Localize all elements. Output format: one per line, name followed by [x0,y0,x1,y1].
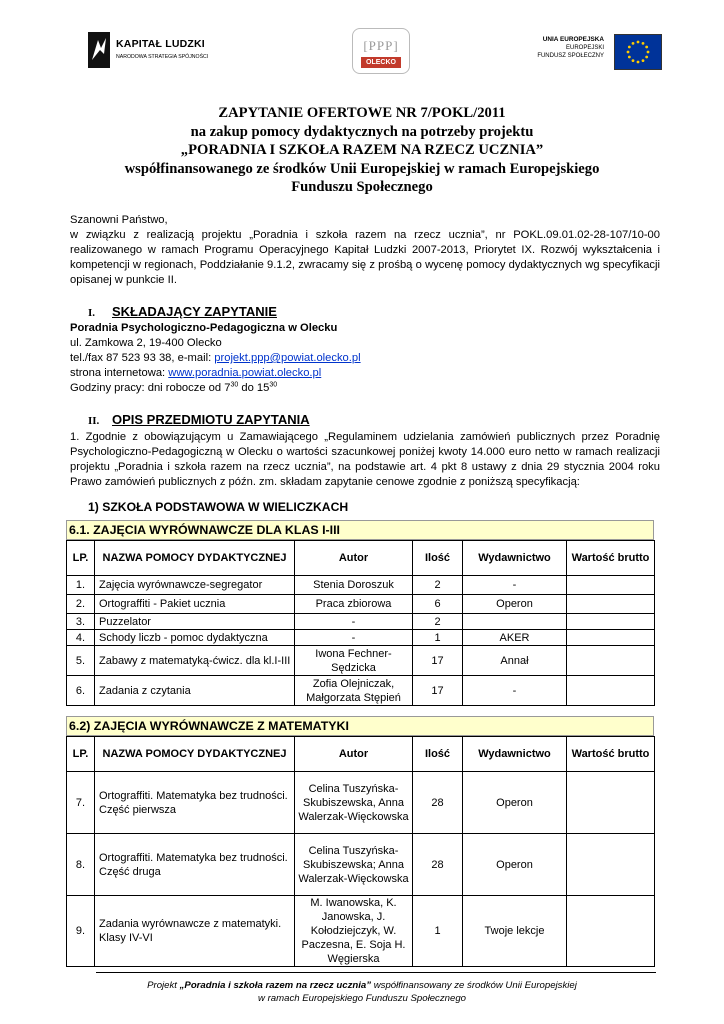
cell-author: Zofia Olejniczak, Małgorzata Stępień [295,676,413,706]
cell-qty: 1 [413,896,463,967]
col-value: Wartość brutto [567,541,655,576]
section-2-number: II. [88,415,100,427]
cell-publisher: Operon [463,834,567,896]
table-2-body [67,772,655,967]
eu-star-icon [637,41,640,44]
section-1-heading [88,304,277,319]
cell-name: Ortograffiti - Pakiet ucznia [95,595,295,614]
col-qty: Ilość [413,737,463,772]
cell-name: Zadania wyrównawcze z matematyki. Klasy IV-VI [95,896,295,967]
cell-author: - [295,630,413,646]
cell-lp: 2. [67,595,95,614]
intro-body: w związku z realizacją projektu „Poradnia i szkoła razem na rzecz ucznia”, nr POKL.09.01.02-28-107/10-00 realizowanego w ramach Programu Operacyjnego Kapitał Ludzki 2007-2013, Priorytet IX. Rozwój wykształcenia i kompetencji w regionach, Poddziałanie 9.1.2, zwracamy się z prośbą o wycenę pomocy dydaktycznych wg specyfikacji opisanej w punkcie II. [70,229,660,286]
table-1-heading: 6.1. ZAJĘCIA WYRÓWNAWCZE DLA KLAS I-III [66,520,654,540]
cell-value [567,646,655,676]
table-1-header-row [67,541,655,576]
footer-line-2: w ramach Europejskiego Funduszu Społecznego [258,993,466,1004]
phone-prefix: tel./fax 87 523 93 38, e-mail: [70,352,215,364]
cell-name: Puzzelator [95,614,295,630]
table-2 [66,736,655,967]
section-2-heading [88,412,310,427]
cell-author: Stenia Doroszuk [295,576,413,595]
table-row [67,646,655,676]
title-line-1: ZAPYTANIE OFERTOWE NR 7/POKL/2011 [218,105,506,121]
cell-value [567,576,655,595]
footer-project: „Poradnia i szkoła razem na rzecz ucznia” [179,980,372,991]
cell-lp: 5. [67,646,95,676]
cell-value [567,834,655,896]
eu-star-icon [642,42,645,45]
cell-author: Praca zbiorowa [295,595,413,614]
eu-star-icon [637,61,640,64]
eu-star-icon [632,59,635,62]
cell-author: Celina Tuszyńska-Skubiszewska; Anna Walerzak-Więckowska [295,834,413,896]
cell-publisher: Operon [463,595,567,614]
col-author: Autor [295,737,413,772]
eu-star-icon [627,51,630,54]
cell-publisher: Twoje lekcje [463,896,567,967]
cell-lp: 6. [67,676,95,706]
cell-lp: 3. [67,614,95,630]
email-link[interactable]: projekt.ppp@powiat.olecko.pl [214,352,361,364]
table-row [67,834,655,896]
hours-to-sup: 30 [269,381,278,389]
cell-author: M. Iwanowska, K. Janowska, J. Kołodziejczyk, W. Paczesna, E. Soja H. Węgierska [295,896,413,967]
ppp-olecko-logo [352,28,410,74]
contact-block [70,321,660,396]
cell-qty: 1 [413,630,463,646]
hours-from-sup: 30 [230,381,239,389]
col-name: NAZWA POMOCY DYDAKTYCZNEJ [95,737,295,772]
kapital-ludzki-title: KAPITAŁ LUDZKI [116,38,205,50]
col-value: Wartość brutto [567,737,655,772]
col-author: Autor [295,541,413,576]
cell-qty: 6 [413,595,463,614]
section-2-label: OPIS PRZEDMIOTU ZAPYTANIA [112,412,310,427]
col-publisher: Wydawnictwo [463,737,567,772]
eu-flag-background [615,35,661,69]
table-2-heading: 6.2) ZAJĘCIA WYRÓWNAWCZE Z MATEMATYKI [66,716,654,736]
cell-publisher: - [463,676,567,706]
table-row [67,614,655,630]
cell-author: Iwona Fechner-Sędzicka [295,646,413,676]
website-prefix: strona internetowa: [70,367,169,379]
section-2-body: 1. Zgodnie z obowiązującym u Zamawiającego „Regulaminem udzielania zamówień publicznych przez Poradnię Psychologiczno-Pedagogiczną w Olecku o wartości szacunkowej poniżej kwoty 14.000 euro netto w ramach realizacji projektu „Poradnia i szkoła razem na rzecz ucznia”, na podstawie art. 4 pkt 8 ustawy z dnia 29 stycznia 2004 roku Prawo zamówień publicznych z późn. zm. składam zapytanie cenowe zgodnie z poniższą specyfikacją: [70,431,660,488]
eu-label [484,36,604,60]
table-row [67,896,655,967]
eu-label-line2: EUROPEJSKI [565,45,604,51]
col-publisher: Wydawnictwo [463,541,567,576]
title-line-5: Funduszu Społecznego [291,179,433,195]
cell-author: Celina Tuszyńska-Skubiszewska, Anna Walerzak-Więckowska [295,772,413,834]
cell-qty: 2 [413,576,463,595]
website-line [70,366,660,381]
cell-lp: 8. [67,834,95,896]
table-row [67,576,655,595]
cell-qty: 28 [413,834,463,896]
footer-line-1 [60,979,664,992]
cell-name: Zabawy z matematyką-ćwicz. dla kl.I-III [95,646,295,676]
cell-value [567,772,655,834]
cell-publisher: Operon [463,772,567,834]
ppp-logo-city: OLECKO [361,57,401,68]
cell-value [567,614,655,630]
cell-publisher: - [463,576,567,595]
col-qty: Ilość [413,541,463,576]
table-row [67,772,655,834]
section-1-label: SKŁADAJĄCY ZAPYTANIE [112,304,277,319]
website-link[interactable]: www.poradnia.powiat.olecko.pl [168,367,322,379]
cell-lp: 7. [67,772,95,834]
kapital-ludzki-emblem [88,32,110,68]
cell-publisher [463,614,567,630]
title-line-3: „PORADNIA I SZKOŁA RAZEM NA RZECZ UCZNIA” [180,142,544,158]
cell-lp: 4. [67,630,95,646]
intro-paragraph [70,213,660,288]
cell-value [567,595,655,614]
section-1-number: I. [88,307,96,319]
cell-publisher: Annał [463,646,567,676]
title-line-4: współfinansowanego ze środków Unii Europejskiej w ramach Europejskiego [124,160,600,177]
cell-value [567,630,655,646]
hours-prefix: Godziny pracy: dni robocze od 7 [70,382,231,394]
cell-name: Zajęcia wyrównawcze-segregator [95,576,295,595]
footer-divider [96,972,656,973]
eu-star-icon [628,46,631,49]
table-1 [66,540,655,706]
cell-name: Ortograffiti. Matematyka bez trudności. Część druga [95,834,295,896]
cell-value [567,896,655,967]
cell-value [567,676,655,706]
cell-author: - [295,614,413,630]
eu-label-line3: FUNDUSZ SPOŁECZNY [537,53,604,59]
eu-star-icon [645,46,648,49]
office-hours [70,381,660,396]
cell-name: Zadania z czytania [95,676,295,706]
phone-email-line [70,351,660,366]
eu-star-icon [645,56,648,59]
eu-label-line1: UNIA EUROPEJSKA [542,36,604,43]
eu-flag-icon [614,34,662,70]
ppp-logo-text: [PPP] [363,38,399,53]
eu-star-icon [628,56,631,59]
cell-qty: 17 [413,646,463,676]
cell-publisher: AKER [463,630,567,646]
cell-qty: 2 [413,614,463,630]
eu-star-icon [647,51,650,54]
cell-name: Schody liczb - pomoc dydaktyczna [95,630,295,646]
cell-qty: 17 [413,676,463,706]
col-name: NAZWA POMOCY DYDAKTYCZNEJ [95,541,295,576]
footer-prefix: Projekt [147,980,180,991]
greeting: Szanowni Państwo, [70,214,168,226]
table-2-header-row [67,737,655,772]
table-row [67,676,655,706]
footer [60,979,664,1005]
school-heading: 1) SZKOŁA PODSTAWOWA W WIELICZKACH [88,500,349,514]
cell-qty: 28 [413,772,463,834]
eu-star-icon [632,42,635,45]
kapital-ludzki-subtitle: NARODOWA STRATEGIA SPÓJNOŚCI [116,54,209,60]
table-1-body [67,576,655,706]
organization-name: Poradnia Psychologiczno-Pedagogiczna w Olecku [70,322,338,334]
col-lp: LP. [67,541,95,576]
footer-suffix: współfinansowany ze środków Unii Europejskiej [371,980,577,991]
cell-lp: 1. [67,576,95,595]
table-row [67,595,655,614]
table-row [67,630,655,646]
document-title [60,104,664,197]
cell-name: Ortograffiti. Matematyka bez trudności. Część pierwsza [95,772,295,834]
address: ul. Zamkowa 2, 19-400 Olecko [70,337,222,349]
col-lp: LP. [67,737,95,772]
hours-mid: do 15 [238,382,270,394]
eu-star-icon [642,59,645,62]
kapital-ludzki-logo [88,30,228,74]
cell-lp: 9. [67,896,95,967]
title-line-2: na zakup pomocy dydaktycznych na potrzeby projektu [190,123,534,140]
